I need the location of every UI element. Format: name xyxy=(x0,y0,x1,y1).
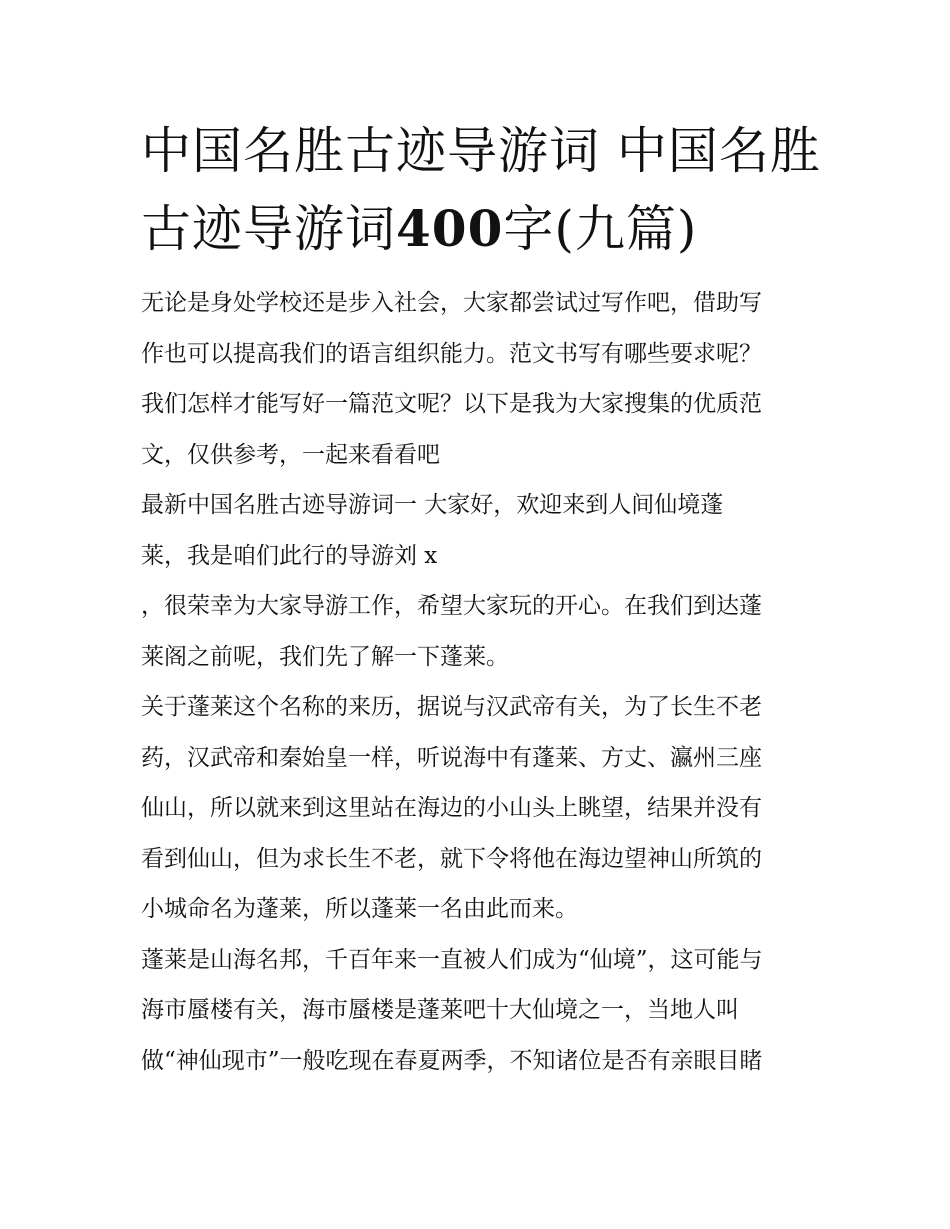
body-line: 最新中国名胜古迹导游词一 大家好，欢迎来到人间仙境蓬 xyxy=(141,492,724,518)
body-line: 药，汉武帝和秦始皇一样，听说海中有蓬莱、方丈、瀛州三座 xyxy=(141,744,762,771)
document-page xyxy=(141,112,821,1086)
body-line: ，很荣幸为大家导游工作，希望大家玩的开心。在我们到达蓬 xyxy=(141,593,762,619)
title-text-part2: 字(九篇) xyxy=(503,200,698,258)
body-line: 看到仙山，但为求长生不老，就下令将他在海边望神山所筑的 xyxy=(141,845,762,872)
body-line: 文，仅供参考，一起来看看吧 xyxy=(141,441,440,468)
body-line: 关于蓬莱这个名称的来历，据说与汉武帝有关，为了长生不老 xyxy=(141,694,762,720)
body-line: 莱，我是咱们此行的导游刘 x xyxy=(141,542,438,569)
body-line: 蓬莱是山海名邦，千百年来一直被人们成为“仙境”，这可能与 xyxy=(141,946,763,973)
body-line: 无论是身处学校还是步入社会，大家都尝试过写作吧，借助写 xyxy=(141,290,762,316)
body-line: 做“神仙现市”一般吃现在春夏两季，不知诸位是否有亲眼目睹 xyxy=(141,1047,763,1074)
body-line: 仙山，所以就来到这里站在海边的小山头上眺望，结果并没有 xyxy=(141,795,762,821)
document-body xyxy=(141,278,821,1086)
document-title xyxy=(141,112,821,268)
title-text-part1: 中国名胜古迹导游词 中国名胜古迹导游词 xyxy=(141,122,821,258)
body-line: 我们怎样才能写好一篇范文呢？以下是我为大家搜集的优质范 xyxy=(141,391,762,417)
body-line: 海市蜃楼有关，海市蜃楼是蓬莱吧十大仙境之一，当地人叫 xyxy=(141,997,739,1023)
title-text-number: 400 xyxy=(396,199,504,258)
body-line: 作也可以提高我们的语言组织能力。范文书写有哪些要求呢？ xyxy=(141,340,762,367)
body-line: 莱阁之前呢，我们先了解一下蓬莱。 xyxy=(141,643,509,670)
body-line: 小城命名为蓬莱，所以蓬莱一名由此而来。 xyxy=(141,896,578,922)
